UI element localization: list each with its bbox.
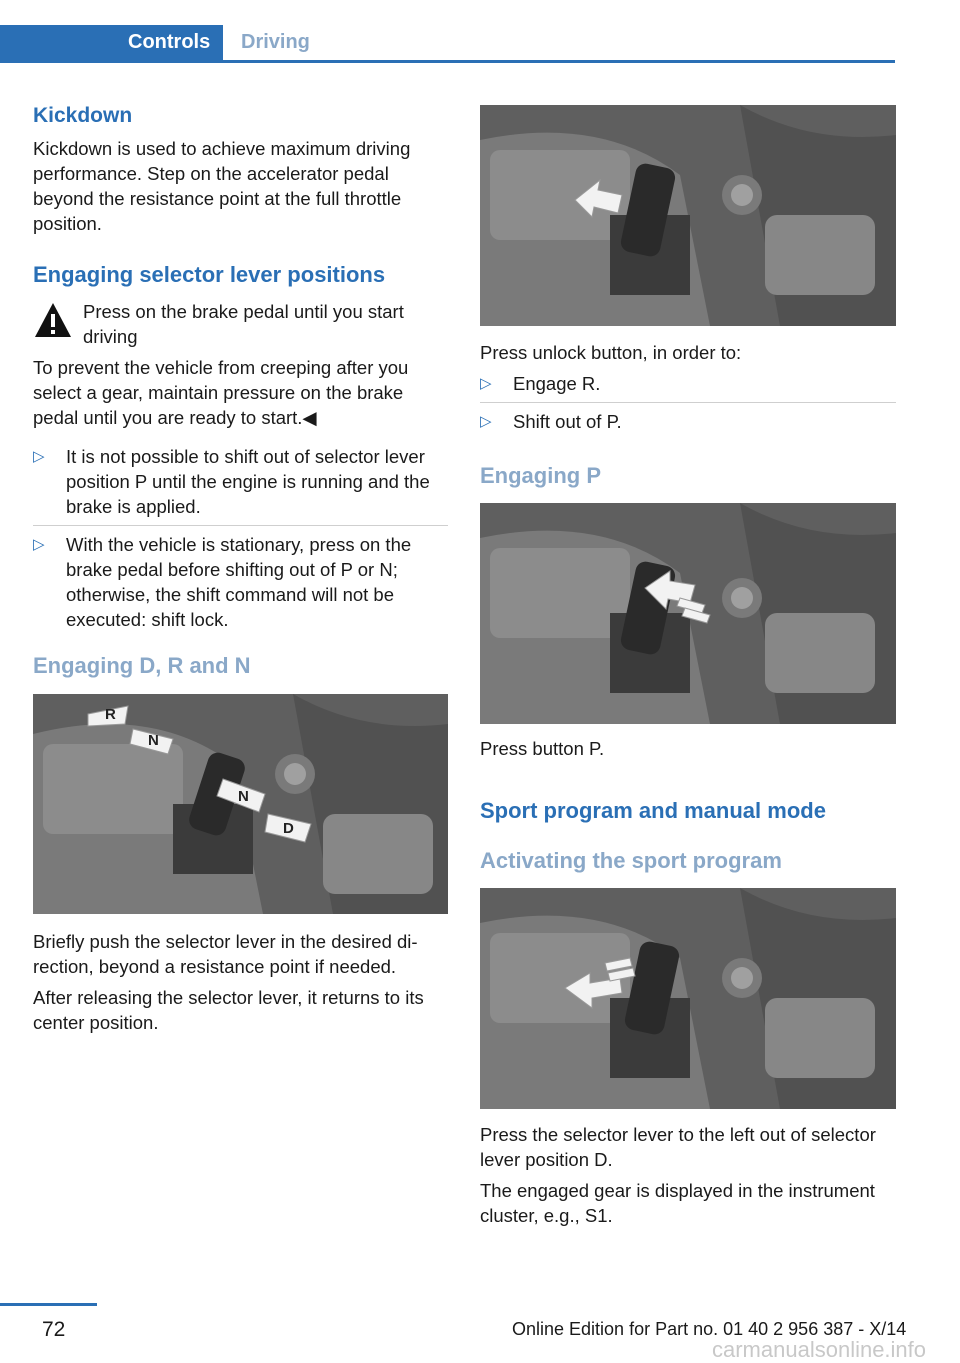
arrow-label-r: R [105,706,116,723]
arrow-label-d: D [283,820,294,837]
unlock-text: Press unlock button, in order to: [480,342,742,363]
arrow-label-n: N [148,732,159,749]
arrow-label-n: N [238,788,249,805]
footer-rule [0,1303,97,1306]
shift-bullets [33,444,448,632]
triangle-right-icon: ▷ [480,413,492,430]
list-item: ▷ With the vehicle is stationary, press on the brake pedal before shifting out of P or N; otherwise, the shift command will not be executed: shift lock. [33,534,412,630]
sport-subheading: Activating the sport program [480,848,782,873]
divider [480,402,896,403]
list-item: ▷ It is not possible to shift out of selector lever position P until the engine is running and the brake is applied. [33,446,430,517]
warning-text: Press on the brake pedal until you start driving [83,301,404,347]
button-p-image [480,503,896,724]
sport-text-1: Press the selector lever to the left out of selector lever position D. [480,1124,876,1170]
selector-lever-drn-image [33,694,448,914]
sport-text-2: The engaged gear is displayed in the instrument cluster, e.g., S1. [480,1180,875,1226]
triangle-right-icon: ▷ [33,536,45,553]
engaging-p-heading: Engaging P [480,463,601,488]
triangle-right-icon: ▷ [480,375,492,392]
list-item: ▷ Shift out of P. [480,411,622,432]
unlock-button-image [480,105,896,326]
dnr-text-1: Briefly push the selector lever in the desired direction, beyond a resistance point if needed. [33,931,418,977]
divider [33,525,448,526]
page-number: 72 [42,1318,66,1341]
sport-heading: Sport program and manual mode [480,798,826,823]
triangle-right-icon: ▷ [33,448,45,465]
dnr-text-2: After releasing the selector lever, it returns to its center position. [33,987,424,1033]
watermark: carmanualsonline.info [712,1337,927,1362]
warning-triangle-icon [33,300,73,340]
header-rule [0,60,895,63]
p-text: Press button P. [480,738,605,759]
sport-program-image [480,888,896,1109]
engaging-heading: Engaging selector lever positions [33,262,386,287]
kickdown-heading: Kickdown [33,104,133,127]
dnr-heading: Engaging D, R and N [33,653,251,678]
list-item: ▷ Engage R. [480,373,601,394]
warning-body: To prevent the vehicle from creeping after you select a gear, maintain pressure on the brake pedal until you are ready to start.◀ [33,357,409,428]
unlock-bullets [480,371,896,434]
tab-driving: Driving [241,31,310,53]
kickdown-text: Kickdown is used to achieve maximum driving performance. Step on the accelerator pedal beyond the resistance point at the full throttle position. [33,138,411,234]
tab-controls: Controls [0,25,223,61]
edition-text: Online Edition for Part no. 01 40 2 956 387 - X/14 [512,1319,907,1339]
